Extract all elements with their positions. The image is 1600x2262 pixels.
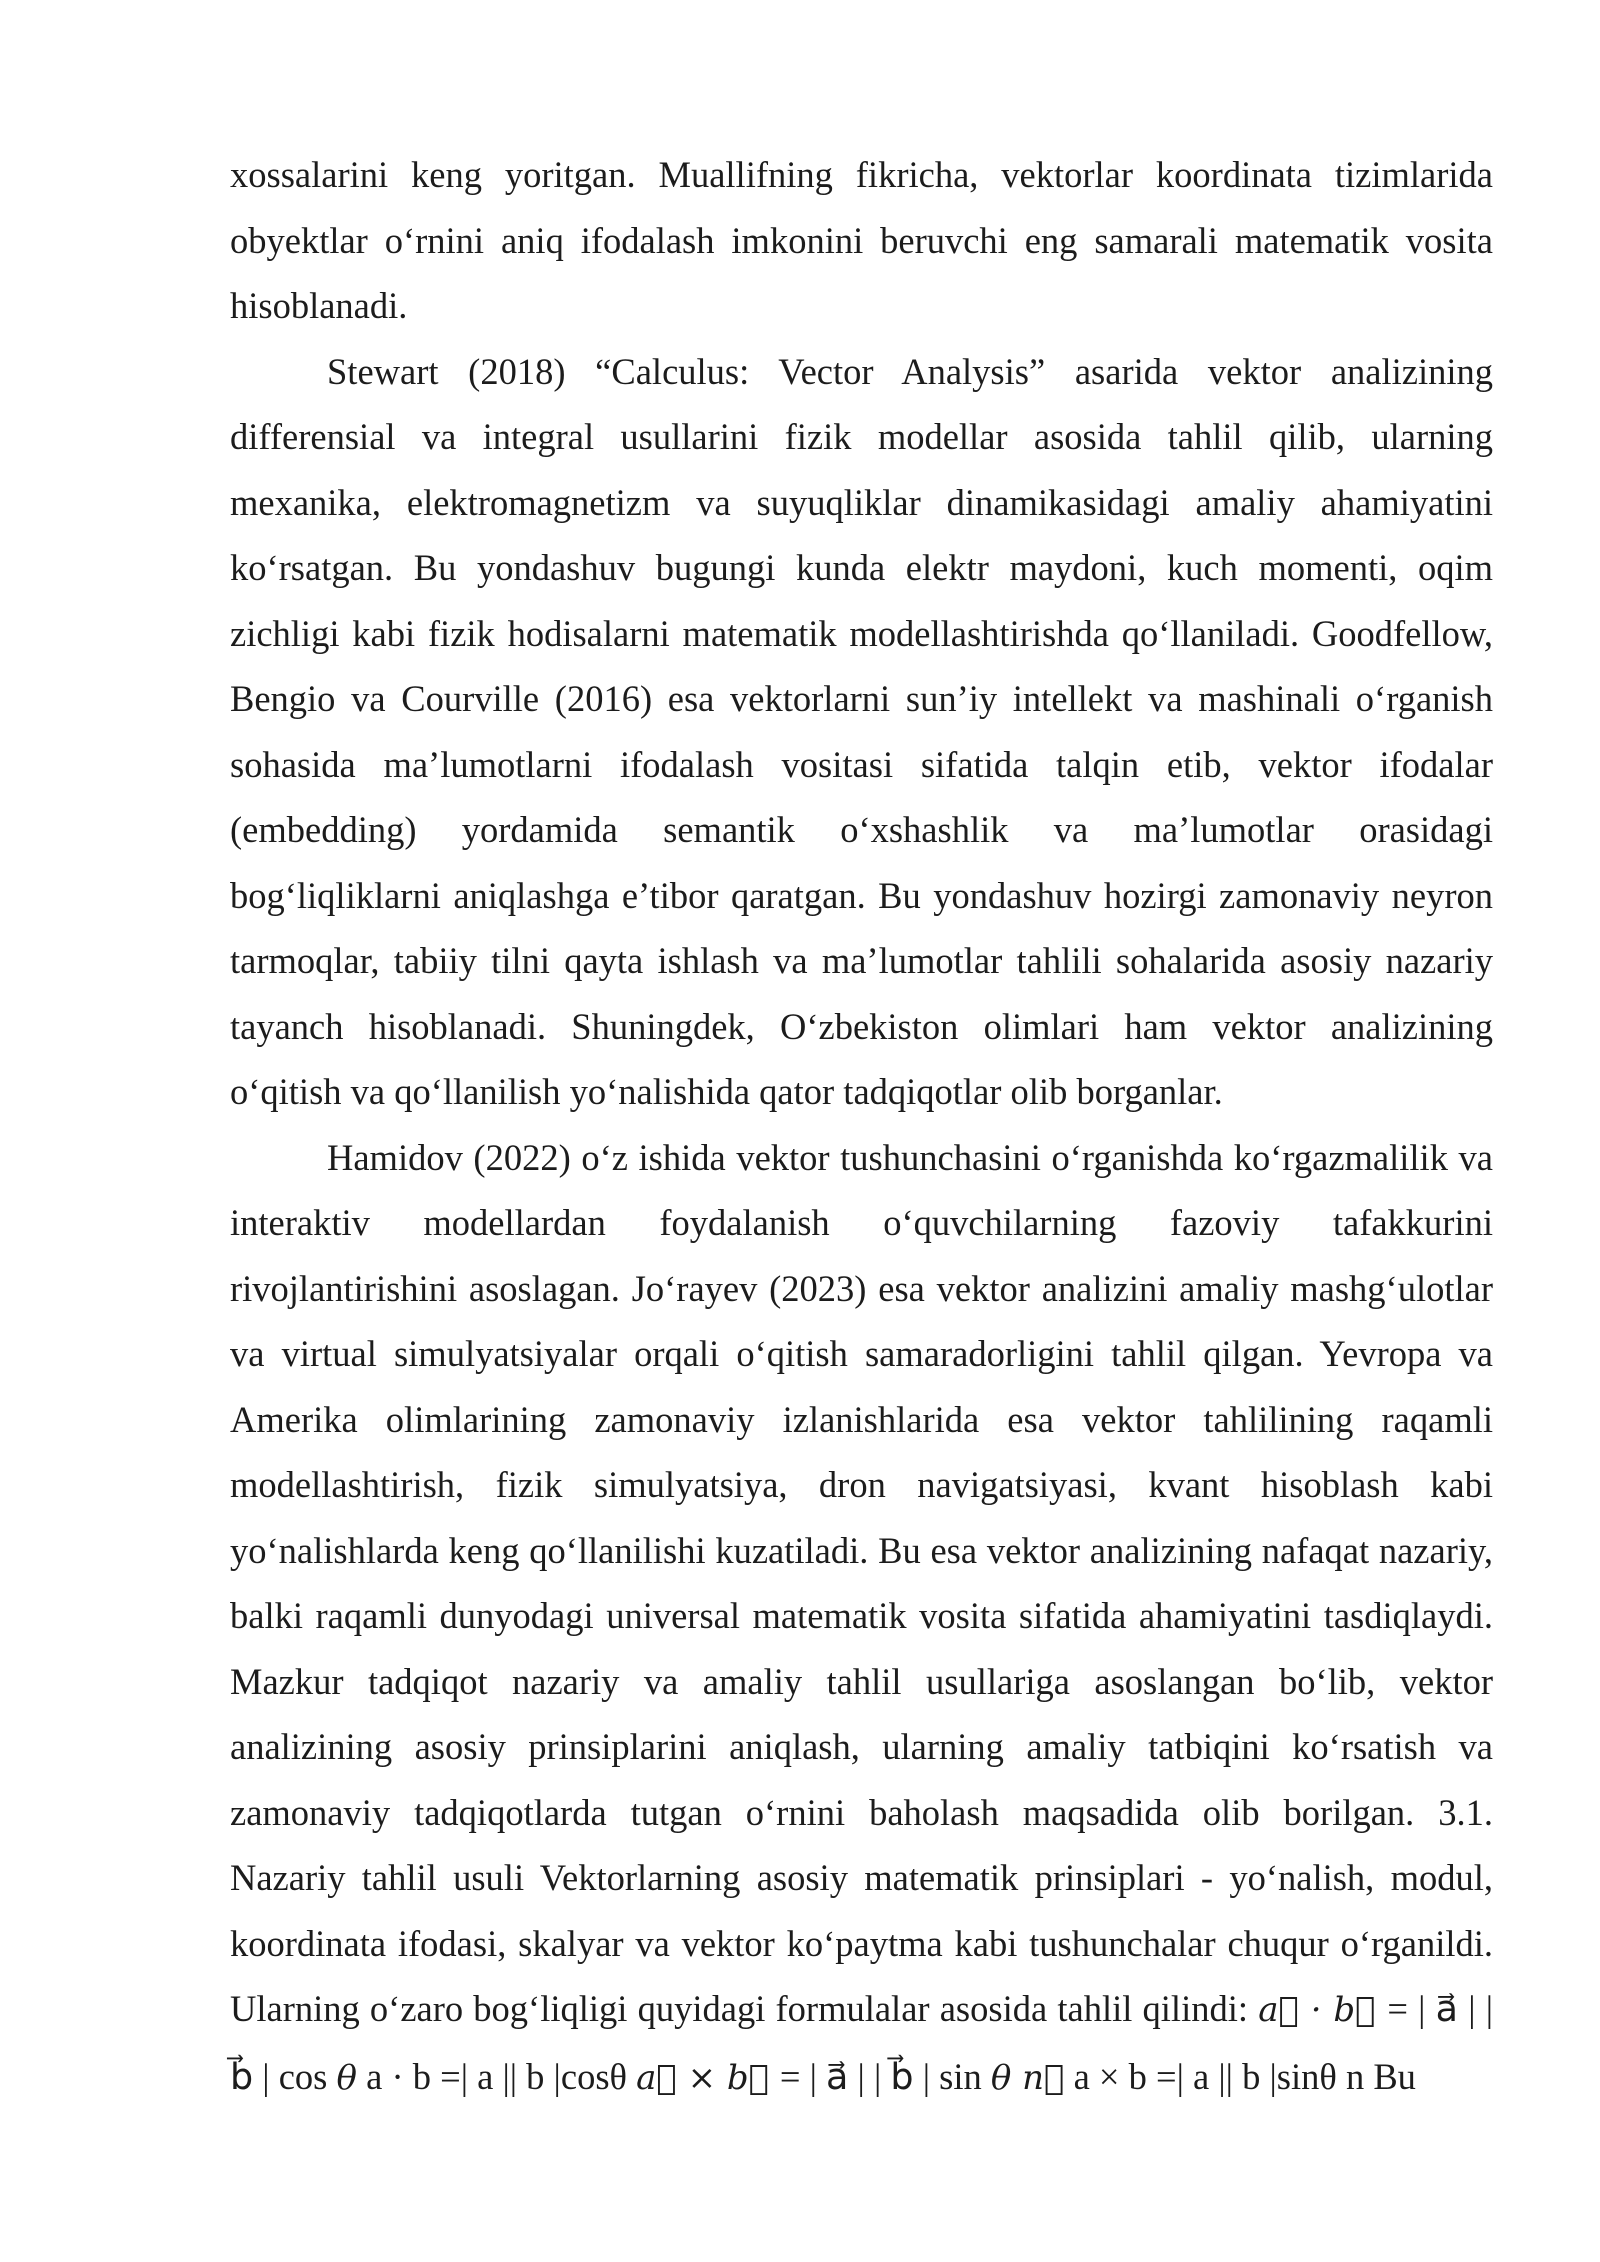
dot-product-lhs: a⃗ · b⃗ xyxy=(1258,1990,1388,2030)
paragraph-3-text: Hamidov (2022) o‘z ishida vektor tushunchasini o‘rganishda ko‘rgazmalilik va interaktiv modellardan foydalanish o‘quvchilarning fazoviy tafakkurini rivojlantirishini asoslagan. Jo‘rayev (2023) esa vektor analizini amaliy mashg‘ulotlar va virtual simulyatsiyalar orqali o‘qitish samaradorligini tahlil qilgan. Yevropa va Amerika olimlarining zamonaviy izlanishlarida esa vektor tahlilining raqamli modellashtirish, fizik simulyatsiya, dron navigatsiyasi, kvant hisoblash kabi yo‘nalishlarda keng qo‘llanilishi kuzatiladi. Bu esa vektor analizining nafaqat nazariy, balki raqamli dunyodagi universal matematik vosita sifatida ahamiyatini tasdiqlaydi. Mazkur tadqiqot nazariy va amaliy tahlil usullariga asoslangan bo‘lib, vektor analizining asosiy prinsiplarini aniqlash, ularning amaliy tatbiqini ko‘rsatish va zamonaviy tadqiqotlarda tutgan o‘rnini baholash maqsadida olib borilgan. 3.1. Nazariy tahlil usuli Vektorlarning asosiy matematik prinsiplari - yo‘nalish, modul, koordinata ifodasi, skalyar va vektor ko‘paytma kabi tushunchalar chuqur o‘rganildi. Ularning o‘zaro bog‘liqligi quyidagi formulalar asosida tahlil qilindi: xyxy=(230,1136,1493,2029)
theta-symbol: θ xyxy=(336,2057,357,2098)
cross-product-plain: a × b =| a || b |sinθ n Bu xyxy=(1064,2055,1416,2097)
dot-product-plain: a · b =| a || b |cosθ xyxy=(357,2055,637,2097)
dot-product-rhs: = | a⃗ | | b⃗ | cos xyxy=(230,1988,1494,2097)
paragraph-1: xossalarini keng yoritgan. Muallifning fikricha, vektorlar koordinata tizimlarida obyektlar o‘rnini aniq ifodalash imkonini beruvchi eng samarali matematik vosita hisoblanadi. xyxy=(230,154,1493,326)
document-page xyxy=(230,142,1493,2111)
cross-product-lhs: a⃗ × b⃗ xyxy=(636,2057,780,2098)
paragraph-3 xyxy=(230,1125,1493,2112)
paragraph-2: Stewart (2018) “Calculus: Vector Analysis” asarida vektor analizining differensial va integral usullarini fizik modellar asosida tahlil qilib, ularning mexanika, elektromagnetizm va suyuqliklar dinamikasidagi amaliy ahamiyatini ko‘rsatgan. Bu yondashuv bugungi kunda elektr maydoni, kuch momenti, oqim zichligi kabi fizik hodisalarni matematik modellashtirishda qo‘llaniladi. Goodfellow, Bengio va Courville (2016) esa vektorlarni sun’iy intellekt va mashinali o‘rganish sohasida ma’lumotlarni ifodalash vositasi sifatida talqin etib, vektor ifodalar (embedding) yordamida semantik o‘xshashlik va ma’lumotlar orasidagi bog‘liqliklarni aniqlashga e’tibor qaratgan. Bu yondashuv hozirgi zamonaviy neyron tarmoqlar, tabiiy tilni qayta ishlash va ma’lumotlar tahlili sohalarida asosiy nazariy tayanch hisoblanadi. Shuningdek, O‘zbekiston olimlari ham vektor analizining o‘qitish va qo‘llanilish yo‘nalishida qator tadqiqotlar olib borganlar. xyxy=(230,350,1493,1112)
cross-product-rhs: = | a⃗ | | b⃗ | sin xyxy=(779,2055,991,2097)
normal-vector: n⃗ xyxy=(1011,2057,1065,2098)
theta-symbol: θ xyxy=(990,2057,1012,2098)
